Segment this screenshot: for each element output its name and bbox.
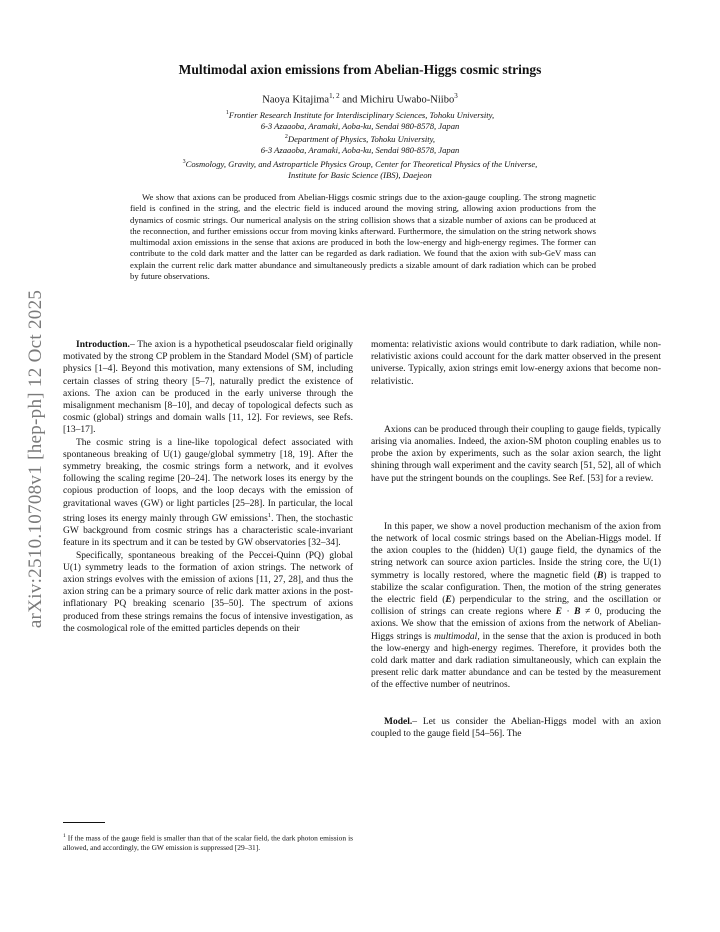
paragraph-text: Let us consider the Abelian-Higgs model with an axion coupled to the gauge field [54–56]. The bbox=[371, 716, 661, 739]
author-affiliation-marker: 1, 2 bbox=[329, 92, 340, 100]
math-operator: · bbox=[561, 607, 575, 618]
paragraph-text: The axion is a hypothetical pseudoscalar field originally motivated by the strong CP problem in the Standard Model (SM) of particle physics [1–4]. Beyond this motivation, many extensions of SM, including certain classes of string theory [5–7], naturally predict the existence of axions. The axion can be produced in the early universe through the misalignment mechanism [8–10], and decay of topological defects such as cosmic (global) strings and domain walls [11, 12]. For reviews, see Refs. [13–17]. bbox=[63, 340, 353, 436]
author-affiliation-marker: 3 bbox=[454, 92, 458, 100]
footnote-marker: 1 bbox=[267, 511, 272, 519]
paragraph-text: , in the sense that the axion is produced in both the low-energy and high-energy regimes. Therefore, it provides both the cold dark matter and dark radiation simultaneously, which can explain the present relic dark matter abundance and can be tested by the measurement of the effective number of neutrinos. bbox=[371, 631, 662, 691]
footnote-rule bbox=[63, 822, 105, 823]
paragraph bbox=[63, 339, 353, 437]
paragraph bbox=[371, 521, 661, 692]
paragraph-text: In this paper, we show a novel production mechanism of the axion from the network of local cosmic strings based on the Abelian-Higgs model. If the axion couples to the (hidden) U(1) gauge field, the dynamics of the string network can source axion particles. Inside the string core, the U(1) symmetry is locally restored, where the magnetic field ( bbox=[371, 521, 661, 581]
affiliation-line bbox=[60, 157, 660, 170]
abstract: We show that axions can be produced from Abelian-Higgs cosmic strings due to the axion-gauge coupling. The strong magnetic field is confined in the string, and the electric field is induced around the moving string, allowing axion productions from the dynamics of cosmic strings. Our numerical analysis on the string collision shows that a sizable number of axions can be produced at the reconnection, and further emissions occur from moving kinks afterward. Furthermore, the simulation on the string network shows multimodal axion emissions in the sense that axions are produced in both the low-energy and high-energy regimes. The former can contribute to the cold dark matter and the latter can be regarded as dark radiation. We found that the axion with sub-GeV mass can explain the current relic dark matter abundance and simultaneously predicts a sizable amount of dark radiation which can be probed by future observations. bbox=[130, 192, 596, 282]
affiliation-text: Department of Physics, Tohoku University, bbox=[287, 134, 436, 145]
affiliation-marker: 2 bbox=[284, 134, 288, 141]
footnote-marker: 1 bbox=[63, 833, 66, 839]
author-name: Michiru Uwabo-Niibo bbox=[360, 94, 455, 106]
affiliation-text: Cosmology, Gravity, and Astroparticle Physics Group, Center for Theoretical Physics of the Universe, bbox=[185, 158, 538, 169]
vector-symbol: E bbox=[445, 595, 452, 606]
affiliation-line bbox=[60, 108, 660, 121]
left-column bbox=[63, 339, 353, 635]
heading-dash: – bbox=[129, 340, 138, 350]
section-heading: Model. bbox=[384, 716, 413, 727]
heading-dash: – bbox=[412, 716, 423, 727]
paragraph: momenta: relativistic axions would contribute to dark radiation, while non-relativistic axions could account for the dark matter observed in the present universe. Typically, axion strings emit low-energy axions that become non-relativistic. bbox=[371, 340, 661, 387]
paragraph: Specifically, spontaneous breaking of the Peccei-Quinn (PQ) global U(1) symmetry leads to the formation of axion strings. The network of axion strings evolves with the emission of axions [11, 27, 28], and thus the axion string can be a primary source of relic dark matter axions in the post-inflationary PQ breaking scenario [35–50]. The spectrum of axions produced from these strings remains the focus of intensive investigation, as the cosmological role of the emitted particles depends on their bbox=[63, 550, 353, 634]
affiliation-block bbox=[60, 108, 660, 181]
affiliation-line: Institute for Basic Science (IBS), Daejeon bbox=[288, 169, 432, 180]
paragraph-text: . Then, the stochastic GW background from cosmic strings has a characteristic scale-invariant feature in its spectrum and it can be tested by GW observatories [32–34]. bbox=[63, 514, 353, 549]
vector-symbol: E bbox=[555, 607, 562, 618]
paragraph-gap bbox=[371, 388, 661, 424]
author-separator: and bbox=[339, 94, 360, 106]
paragraph-gap bbox=[371, 485, 661, 521]
affiliation-line bbox=[60, 132, 660, 145]
paragraph bbox=[63, 437, 353, 550]
author-name: Naoya Kitajima bbox=[262, 94, 330, 106]
vector-symbol: B bbox=[597, 570, 604, 581]
paragraph bbox=[371, 716, 661, 740]
affiliation-line: 6-3 Azaaoba, Aramaki, Aoba-ku, Sendai 980-8578, Japan bbox=[260, 121, 460, 132]
footnote-text: If the mass of the gauge field is smaller than that of the scalar field, the dark photon emission is allowed, and accordingly, the GW emission is suppressed [29–31]. bbox=[63, 833, 353, 852]
affiliation-line: 6-3 Azaaoba, Aramaki, Aoba-ku, Sendai 980-8578, Japan bbox=[260, 145, 460, 156]
affiliation-marker: 3 bbox=[182, 158, 186, 165]
affiliation-text: Frontier Research Institute for Interdisciplinary Sciences, Tohoku University, bbox=[228, 109, 495, 120]
footnote bbox=[63, 832, 353, 852]
right-column bbox=[371, 339, 661, 740]
author-list bbox=[60, 92, 660, 106]
paper-title: Multimodal axion emissions from Abelian-Higgs cosmic strings bbox=[178, 62, 542, 77]
vector-symbol: B bbox=[574, 607, 581, 618]
arxiv-identifier bbox=[26, 258, 48, 658]
paragraph-gap bbox=[371, 692, 661, 716]
section-heading: Introduction. bbox=[76, 340, 130, 350]
math-operator: ≠ 0 bbox=[580, 607, 600, 618]
paragraph-text: ) perpendicular to the string, and the oscillation or collision of strings can create regions where bbox=[371, 595, 661, 618]
paragraph-text: The cosmic string is a line-like topological defect associated with spontaneous breaking of U(1) gauge/global symmetry [18, 19]. After the symmetry breaking, the cosmic strings form a network, and it evolves following the scaling regime [20–24]. The network loses its energy by the copious production of loops, and the loop decays with the emission of gravitational waves (GW) or light particles [25–28]. In particular, the local string loses its energy mainly through GW emissions bbox=[63, 437, 353, 524]
paragraph-text: , producing the axions. We show that the emission of axions from the network of Abelian-Higgs strings is bbox=[371, 607, 662, 642]
affiliation-marker: 1 bbox=[225, 110, 229, 116]
arxiv-identifier-text: arXiv:2510.10708v1 [hep-ph] 12 Oct 2025 bbox=[25, 289, 46, 629]
paragraph-text: ) is trapped to stabilize the scalar configuration. Then, the motion of the string generates the electric field ( bbox=[371, 570, 661, 606]
emphasis-text: multimodal bbox=[434, 631, 478, 642]
paragraph: Axions can be produced through their coupling to gauge fields, typically arising via anomalies. Indeed, the axion-SM photon coupling enables us to probe the axion by experiments, such as the solar axion search, the light shining through wall experiment and the cavity search [51, 52], all of which have put the stringent bounds on the couplings. See Ref. [53] for a review. bbox=[371, 424, 661, 484]
